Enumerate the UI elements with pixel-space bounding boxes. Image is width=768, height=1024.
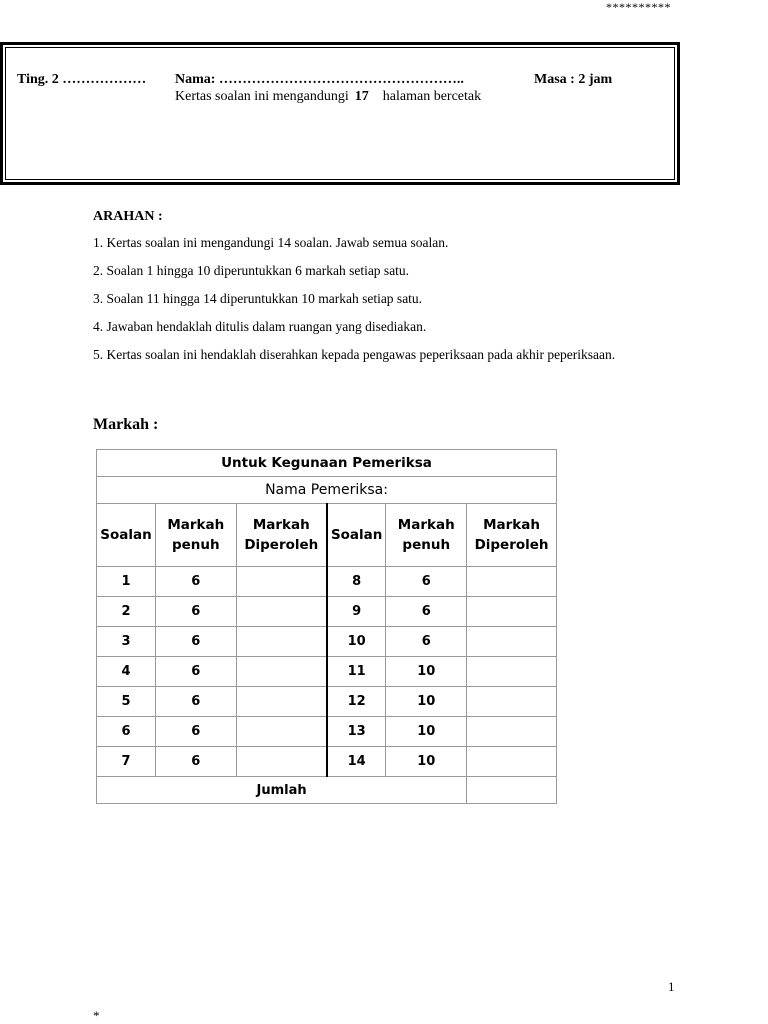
- instruction-item: 3. Soalan 11 hingga 14 diperuntukkan 10 markah setiap satu.: [93, 291, 423, 306]
- total-row: [97, 777, 557, 804]
- page-number: 1: [668, 979, 675, 994]
- header-markah-diperoleh-2-line1: Markah: [483, 517, 541, 533]
- full-marks: 6: [155, 717, 236, 747]
- header-markah-penuh-2: [386, 504, 467, 567]
- question-number: 9: [327, 597, 386, 627]
- instruction-item: 2. Soalan 1 hingga 10 diperuntukkan 6 markah setiap satu.: [93, 263, 410, 278]
- obtained-marks-cell[interactable]: [236, 567, 327, 597]
- header-markah-penuh-line2: penuh: [171, 537, 220, 553]
- question-number: 10: [327, 627, 386, 657]
- page-count-number: 17: [354, 89, 369, 104]
- obtained-marks-cell[interactable]: [236, 597, 327, 627]
- exam-duration: Masa : 2 jam: [534, 72, 613, 87]
- instruction-item: 4. Jawaban hendaklah ditulis dalam ruangan yang disediakan.: [93, 319, 427, 334]
- table-row: [97, 747, 557, 777]
- bottom-asterisk-marker: *: [93, 1008, 100, 1023]
- exam-header-box: [0, 42, 680, 185]
- question-number: 7: [97, 747, 156, 777]
- instructions-title: ARAHAN :: [93, 209, 163, 224]
- page-count-line: [175, 89, 481, 105]
- obtained-marks-cell[interactable]: [236, 747, 327, 777]
- marks-heading: Markah :: [93, 416, 159, 433]
- full-marks: 6: [155, 627, 236, 657]
- obtained-marks-cell[interactable]: [236, 627, 327, 657]
- full-marks: 6: [155, 687, 236, 717]
- table-header-row: [97, 504, 557, 567]
- obtained-marks-cell[interactable]: [236, 717, 327, 747]
- table-row: [97, 657, 557, 687]
- full-marks: 6: [386, 597, 467, 627]
- full-marks: 6: [155, 567, 236, 597]
- obtained-marks-cell[interactable]: [467, 627, 557, 657]
- header-markah-penuh-2-line2: penuh: [402, 537, 451, 553]
- question-number: 5: [97, 687, 156, 717]
- header-markah-penuh: [155, 504, 236, 567]
- full-marks: 6: [386, 627, 467, 657]
- full-marks: 10: [386, 717, 467, 747]
- page-count-suffix: halaman bercetak: [382, 89, 482, 104]
- form-level-field: Ting. 2 ………………: [17, 72, 147, 87]
- obtained-marks-cell[interactable]: [467, 717, 557, 747]
- question-number: 2: [97, 597, 156, 627]
- obtained-marks-cell[interactable]: [236, 657, 327, 687]
- table-row: [97, 567, 557, 597]
- obtained-marks-cell[interactable]: [467, 567, 557, 597]
- instruction-item: 5. Kertas soalan ini hendaklah diserahkan kepada pengawas peperiksaan pada akhir peperiksaan.: [93, 347, 616, 362]
- header-markah-diperoleh-2: [467, 504, 557, 567]
- obtained-marks-cell[interactable]: [467, 597, 557, 627]
- full-marks: 6: [155, 657, 236, 687]
- header-soalan: Soalan: [97, 504, 156, 567]
- table-row: [97, 597, 557, 627]
- examiner-marks-table: [96, 449, 557, 804]
- table-row: [97, 717, 557, 747]
- instruction-item: 1. Kertas soalan ini mengandungi 14 soalan. Jawab semua soalan.: [93, 235, 449, 250]
- full-marks: 10: [386, 657, 467, 687]
- header-markah-penuh-2-line1: Markah: [397, 517, 455, 533]
- header-markah-penuh-line1: Markah: [167, 517, 225, 533]
- total-marks-cell[interactable]: [467, 777, 557, 804]
- question-number: 8: [327, 567, 386, 597]
- question-number: 12: [327, 687, 386, 717]
- question-number: 1: [97, 567, 156, 597]
- top-asterisk-marker: **********: [606, 0, 671, 14]
- table-title: Untuk Kegunaan Pemeriksa: [97, 450, 557, 477]
- question-number: 11: [327, 657, 386, 687]
- full-marks: 6: [386, 567, 467, 597]
- header-inner-border: [5, 47, 675, 180]
- obtained-marks-cell[interactable]: [467, 747, 557, 777]
- header-markah-diperoleh-line2: Diperoleh: [244, 537, 319, 553]
- table-title-row: [97, 450, 557, 477]
- table-row: [97, 687, 557, 717]
- page-count-prefix: Kertas soalan ini mengandungi: [175, 89, 349, 104]
- full-marks: 6: [155, 597, 236, 627]
- table-row: [97, 627, 557, 657]
- examiner-name-row: [97, 477, 557, 504]
- full-marks: 10: [386, 747, 467, 777]
- full-marks: 10: [386, 687, 467, 717]
- question-number: 13: [327, 717, 386, 747]
- header-soalan-2: Soalan: [327, 504, 386, 567]
- question-number: 14: [327, 747, 386, 777]
- total-label: Jumlah: [97, 777, 467, 804]
- obtained-marks-cell[interactable]: [467, 687, 557, 717]
- obtained-marks-cell[interactable]: [467, 657, 557, 687]
- student-name-field: Nama: ……………………………………………..: [175, 72, 464, 87]
- full-marks: 6: [155, 747, 236, 777]
- question-number: 4: [97, 657, 156, 687]
- question-number: 6: [97, 717, 156, 747]
- question-number: 3: [97, 627, 156, 657]
- header-markah-diperoleh-2-line2: Diperoleh: [474, 537, 549, 553]
- header-markah-diperoleh: [236, 504, 327, 567]
- obtained-marks-cell[interactable]: [236, 687, 327, 717]
- examiner-name-label: Nama Pemeriksa:: [97, 477, 557, 504]
- header-markah-diperoleh-line1: Markah: [252, 517, 310, 533]
- instructions-section: [93, 209, 653, 374]
